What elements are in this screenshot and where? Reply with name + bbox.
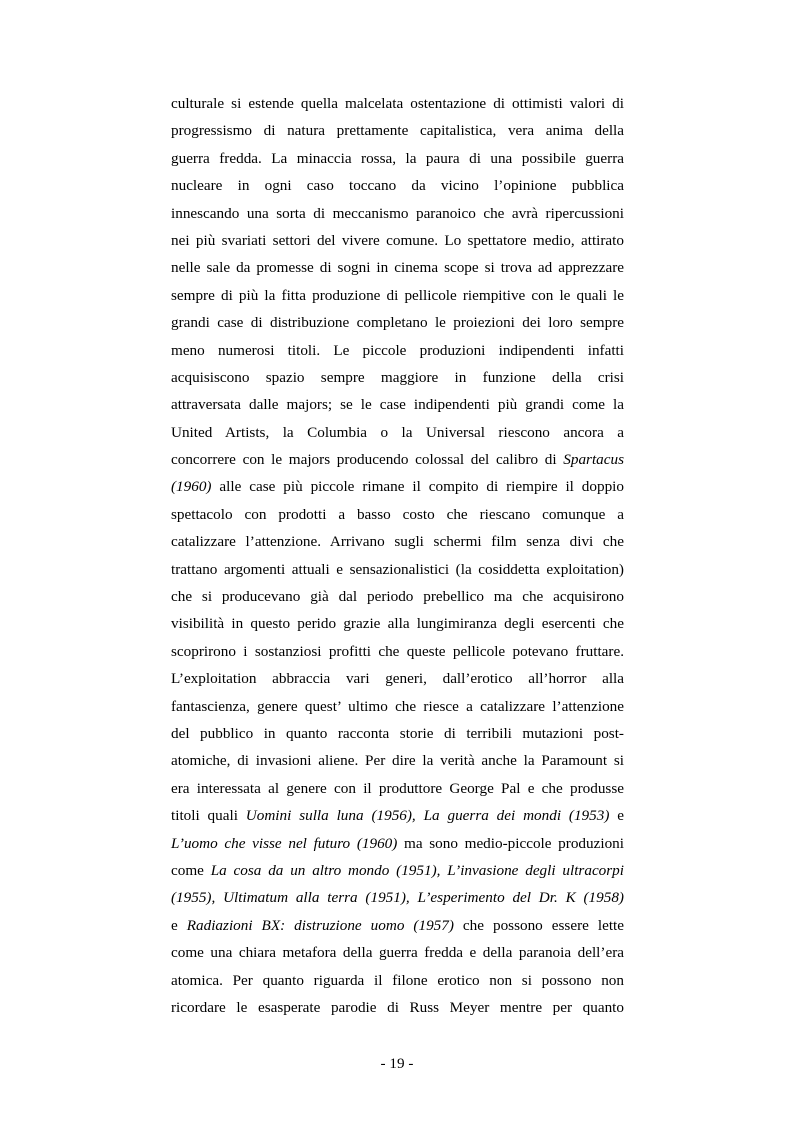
text-line	[171, 720, 624, 747]
italic-text-segment: Uomini sulla luna (1956), La guerra dei mondi (1953)	[245, 807, 610, 825]
text-line	[171, 802, 624, 829]
text-line	[171, 145, 624, 172]
italic-text-segment: La cosa da un altro mondo (1951), L’invasione degli ultracorpi	[210, 861, 624, 879]
text-segment: grandi case di distribuzione completano le proiezioni dei loro sempre	[171, 314, 624, 332]
text-segment: L’exploitation abbraccia vari generi, dall’erotico all’horror alla	[171, 670, 624, 688]
text-line	[171, 309, 624, 336]
text-line	[171, 857, 624, 884]
text-line	[171, 583, 624, 610]
text-line	[171, 364, 624, 391]
text-segment: meno numerosi titoli. Le piccole produzioni indipendenti infatti	[171, 341, 624, 359]
text-segment: e	[171, 916, 187, 934]
text-segment: come	[171, 861, 211, 879]
text-segment: e	[609, 807, 625, 825]
body-text	[171, 90, 624, 1021]
text-segment: guerra fredda. La minaccia rossa, la paura di una possibile guerra	[171, 149, 624, 167]
italic-text-segment: Radiazioni BX: distruzione uomo (1957)	[186, 916, 454, 934]
text-segment: fantascienza, genere quest’ ultimo che riesce a catalizzare l’attenzione	[171, 697, 624, 715]
text-segment: alle case più piccole rimane il compito di riempire il doppio	[211, 478, 624, 496]
text-segment: del pubblico in quanto racconta storie di terribili mutazioni post-	[171, 724, 624, 742]
text-segment: nucleare in ogni caso toccano da vicino l’opinione pubblica	[171, 177, 624, 195]
text-line	[171, 665, 624, 692]
text-line	[171, 610, 624, 637]
text-line	[171, 638, 624, 665]
text-line	[171, 391, 624, 418]
text-line	[171, 693, 624, 720]
text-line	[171, 775, 624, 802]
text-segment: ricordare le esasperate parodie di Russ Meyer mentre per quanto	[171, 998, 624, 1016]
text-line	[171, 884, 624, 911]
text-line	[171, 254, 624, 281]
text-segment: come una chiara metafora della guerra fredda e della paranoia dell’era	[171, 944, 624, 962]
text-line	[171, 994, 624, 1021]
text-segment: nei più svariati settori del vivere comune. Lo spettatore medio, attirato	[171, 231, 624, 249]
text-segment: progressismo di natura prettamente capitalistica, vera anima della	[171, 122, 624, 140]
text-line	[171, 747, 624, 774]
text-line	[171, 528, 624, 555]
text-segment: ma sono medio-piccole produzioni	[397, 834, 624, 852]
text-line	[171, 501, 624, 528]
text-line	[171, 473, 624, 500]
text-segment: atomiche, di invasioni aliene. Per dire la verità anche la Paramount si	[171, 752, 624, 770]
text-segment: acquisiscono spazio sempre maggiore in funzione della crisi	[171, 368, 624, 386]
text-segment: catalizzare l’attenzione. Arrivano sugli schermi film senza divi che	[171, 533, 624, 551]
text-segment: United Artists, la Columbia o la Universal riescono ancora a	[171, 423, 624, 441]
page-number: - 19 -	[380, 1055, 414, 1072]
text-segment: titoli quali	[171, 807, 246, 825]
text-segment: era interessata al genere con il produttore George Pal e che produsse	[171, 779, 624, 797]
text-line	[171, 556, 624, 583]
text-segment: culturale si estende quella malcelata ostentazione di ottimisti valori di	[171, 95, 624, 112]
text-segment: che si producevano già dal periodo prebellico ma che acquisirono	[171, 588, 624, 606]
text-segment: sempre di più la fitta produzione di pellicole riempitive con le quali le	[171, 286, 624, 304]
text-segment: attraversata dalle majors; se le case indipendenti più grandi come la	[171, 396, 624, 414]
text-segment: visibilità in questo perido grazie alla lungimiranza degli esercenti che	[171, 615, 624, 633]
text-segment: concorrere con le majors producendo colossal del calibro di	[171, 451, 564, 469]
italic-text-segment: L’uomo che visse nel futuro (1960)	[171, 834, 398, 852]
text-line	[171, 446, 624, 473]
text-line	[171, 282, 624, 309]
text-segment: atomica. Per quanto riguarda il filone erotico non si possono non	[171, 971, 624, 989]
italic-text-segment: Spartacus	[563, 451, 624, 469]
text-line	[171, 90, 624, 117]
text-line	[171, 830, 624, 857]
text-segment: scoprirono i sostanziosi profitti che queste pellicole potevano fruttare.	[171, 642, 624, 660]
text-segment: nelle sale da promesse di sogni in cinema scope si trova ad apprezzare	[171, 259, 624, 277]
text-segment: che possono essere lette	[453, 916, 625, 934]
text-line	[171, 912, 624, 939]
text-line	[171, 117, 624, 144]
text-line	[171, 337, 624, 364]
text-line	[171, 200, 624, 227]
italic-text-segment: (1955), Ultimatum alla terra (1951), L’esperimento del Dr. K (1958)	[171, 889, 624, 907]
text-segment: trattano argomenti attuali e sensazionalistici (la cosiddetta exploitation)	[171, 560, 624, 578]
text-line	[171, 967, 624, 994]
text-segment: spettacolo con prodotti a basso costo che riescano comunque a	[171, 505, 624, 523]
text-line	[171, 227, 624, 254]
text-line	[171, 172, 624, 199]
italic-text-segment: (1960)	[171, 478, 212, 496]
text-segment: innescando una sorta di meccanismo paranoico che avrà ripercussioni	[171, 204, 624, 222]
text-line	[171, 939, 624, 966]
text-line	[171, 419, 624, 446]
